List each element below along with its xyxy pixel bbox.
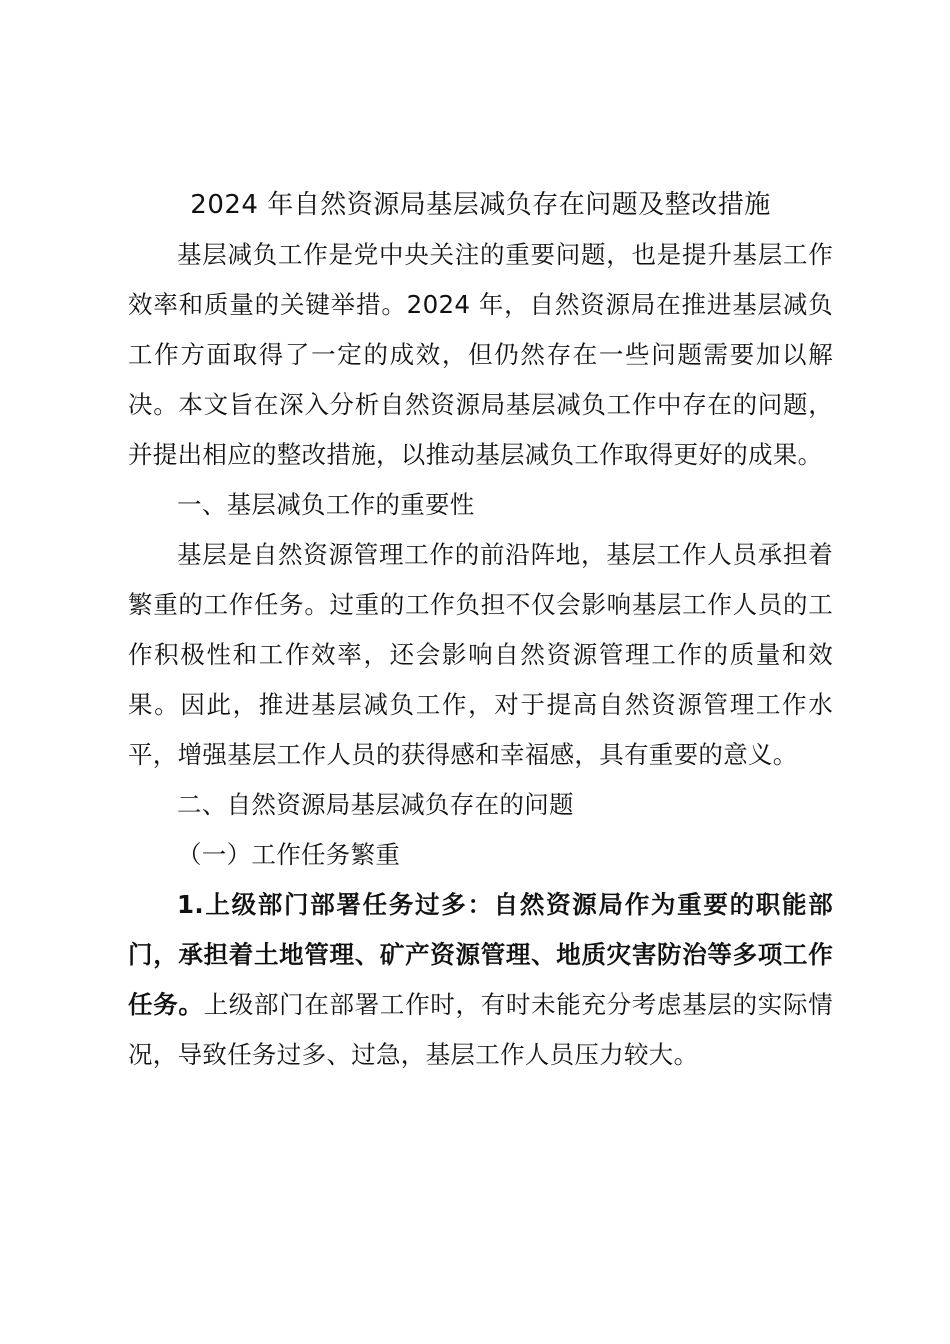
task-overload-paragraph [128, 880, 833, 1080]
task-overload-bold-text: 1.上级部门部署任务过多：自然资源局作为重要的职能部门，承担着土地管理、矿产资源管理、地质灾害防治等多项工作任务。 [128, 890, 833, 1019]
task-overload-normal-text: 上级部门在部署工作时，有时未能充分考虑基层的实际情况，导致任务过多、过急，基层工作人员压力较大。 [128, 990, 833, 1069]
importance-paragraph: 基层是自然资源管理工作的前沿阵地，基层工作人员承担着繁重的工作任务。过重的工作负担不仅会影响基层工作人员的工作积极性和工作效率，还会影响自然资源管理工作的质量和效果。因此，推进基层减负工作，对于提高自然资源管理工作水平，增强基层工作人员的获得感和幸福感，具有重要的意义。 [128, 540, 833, 769]
subsection-heading-heavy-tasks: （一）工作任务繁重 [177, 840, 401, 869]
document-title: 2024 年自然资源局基层减负存在问题及整改措施 [190, 190, 771, 220]
document-body [128, 180, 833, 1080]
intro-paragraph: 基层减负工作是党中央关注的重要问题，也是提升基层工作效率和质量的关键举措。2024 年，自然资源局在推进基层减负工作方面取得了一定的成效，但仍然存在一些问题需要加以解决。本文旨在深入分析自然资源局基层减负工作中存在的问题，并提出相应的整改措施，以推动基层减负工作取得更好的成果。 [128, 240, 833, 469]
section-heading-problems: 二、自然资源局基层减负存在的问题 [177, 790, 574, 819]
section-heading-importance: 一、基层减负工作的重要性 [177, 490, 475, 519]
